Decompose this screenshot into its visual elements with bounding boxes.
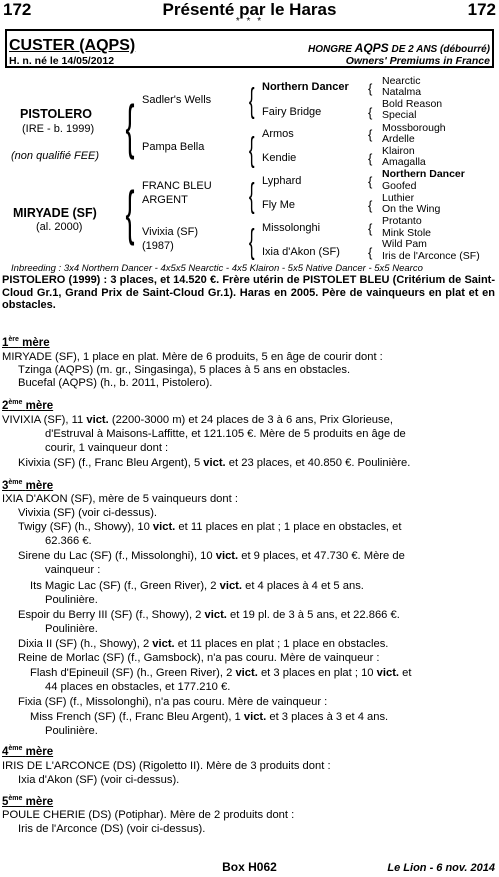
dam-sire-line2: ARGENT [142, 194, 188, 206]
sex-suffix: DE 2 ANS (débourré) [391, 44, 490, 55]
produce-line-cont: 44 places en obstacles, et 177.210 €. [45, 681, 231, 693]
gen4-8: Amagalla [382, 156, 426, 168]
gen4-5: Mossborough [382, 122, 446, 134]
bracket: { [248, 131, 255, 169]
sire-note: (non qualifié FEE) [11, 150, 100, 162]
produce-line: Bucefal (AQPS) (h., b. 2011, Pistolero). [18, 377, 213, 389]
dam-info: (al. 2000) [36, 221, 83, 233]
dam-dam: Vivixia (SF) [142, 226, 199, 238]
horse-sex-age [308, 41, 490, 55]
gen4-13: Protanto [382, 215, 422, 227]
lot-number-left: 172 [3, 0, 32, 19]
section-fourth-dam: 4ème mère [2, 745, 54, 758]
bracket: { [248, 177, 255, 215]
gen4-16: Iris de l'Arconce (SF) [382, 250, 480, 262]
victories-token: vict. [243, 711, 267, 723]
owners-premium: Owners' Premiums in France [345, 55, 490, 67]
bracket: { [368, 127, 373, 142]
victories-token: vict. [219, 580, 242, 592]
birth-info: H. n. né le 14/05/2012 [9, 55, 115, 67]
bracket: { [248, 223, 255, 261]
section-third-dam: 3ème mère [2, 479, 54, 492]
produce-line-cont: Poulinière. [45, 623, 98, 635]
produce-line-cont: Poulinière. [45, 725, 98, 737]
bracket: { [125, 93, 135, 160]
dam-line-cont: courir, 1 vainqueur dont : [45, 442, 169, 454]
produce-line: Miss French (SF) (f., Franc Bleu Argent), 1 vict. et 3 places à 3 et 4 ans. [30, 711, 389, 723]
header-stars: * * * [235, 16, 264, 27]
sire-name: PISTOLERO [20, 107, 93, 121]
produce-line: Ixia d'Akon (SF) (voir ci-dessus). [18, 774, 180, 786]
produce-line: Tzinga (AQPS) (m. gr., Singasinga), 5 places à 5 ans en obstacles. [18, 364, 351, 376]
section-first-dam: 1ère mère [2, 336, 50, 349]
gen3-5: Lyphard [262, 175, 302, 187]
dam-dam-year: (1987) [142, 240, 174, 252]
gen4-1: Nearctic [382, 75, 421, 87]
bracket: { [368, 151, 373, 166]
sire-sire: Sadler's Wells [142, 94, 212, 106]
produce-line-cont: 62.366 €. [45, 535, 92, 547]
produce-line: Sirene du Lac (SF) (f., Missolonghi), 10 vict. et 9 places, et 47.730 €. Mère de [18, 550, 405, 562]
bracket: { [368, 245, 373, 260]
bracket: { [368, 221, 373, 236]
dam-line: POULE CHERIE (DS) (Potiphar). Mère de 2 produits dont : [2, 809, 295, 821]
gen4-14: Mink Stole [382, 227, 432, 239]
produce-line: Flash d'Epineuil (SF) (h., Green River), 2 vict. et 3 places en plat ; 10 vict. et [30, 667, 412, 679]
gen4-9: Northern Dancer [382, 168, 465, 180]
gen3-1: Northern Dancer [262, 81, 349, 93]
gen4-6: Ardelle [382, 133, 415, 145]
horse-name: CUSTER (AQPS) [9, 37, 136, 54]
breed: AQPS [354, 41, 389, 55]
gen3-8: Ixia d'Akon (SF) [262, 246, 340, 258]
bracket: { [368, 198, 373, 213]
produce-line: Espoir du Berry III (SF) (f., Showy), 2 vict. et 19 pl. de 3 à 5 ans, et 22.866 €. [18, 609, 400, 621]
inbreeding-line: Inbreeding : 3x4 Northern Dancer - 4x5x5 Nearctic - 4x5 Klairon - 5x5 Native Dancer - 5x5 Nearco [11, 263, 423, 274]
box-number: Box H062 [222, 860, 277, 874]
gen4-11: Luthier [382, 192, 415, 204]
sire-paragraph: PISTOLERO (1999) : 3 places, et 14.520 €. Frère utérin de PISTOLET BLEU (Critérium de Saint-Cloud Gr.1, Grand Prix de Saint-Cloud Gr.1). Haras en 2005. Père de vainqueurs en plat et en obstacles. [2, 274, 495, 311]
produce-line: Reine de Morlac (SF) (f., Gamsbock), n'a pas couru. Mère de vainqueur : [18, 652, 380, 664]
produce-line: Its Magic Lac (SF) (f., Green River), 2 vict. et 4 places à 4 et 5 ans. [30, 580, 364, 592]
dam-sire-line1: FRANC BLEU [142, 180, 212, 192]
produce-line-cont: Poulinière. [45, 594, 98, 606]
gen4-2: Natalma [382, 86, 422, 98]
consignor-title: Présenté par le Haras [162, 0, 337, 19]
dam-line: MIRYADE (SF), 1 place en plat. Mère de 6 produits, 5 en âge de courir dont : [2, 351, 383, 363]
gen4-4: Special [382, 109, 417, 121]
produce-line: Vivixia (SF) (voir ci-dessus). [18, 507, 158, 519]
section-second-dam: 2ème mère [2, 399, 54, 412]
lot-number-right: 172 [467, 0, 496, 19]
bracket: { [368, 174, 373, 189]
bracket: { [368, 81, 373, 96]
produce-line-cont: vainqueur : [45, 564, 101, 576]
victories-token: vict. [203, 457, 226, 469]
gen4-15: Wild Pam [382, 238, 427, 250]
gen4-3: Bold Reason [382, 98, 443, 110]
produce-line: Kivixia (SF) (f., Franc Bleu Argent), 5 vict. et 23 places, et 40.850 €. Poulinière. [18, 457, 411, 469]
bracket: { [248, 82, 255, 120]
sex-prefix: HONGRE [307, 44, 352, 55]
victories-token: vict. [152, 521, 176, 533]
section-fifth-dam: 5ème mère [2, 795, 54, 808]
dam-line: IXIA D'AKON (SF), mère de 5 vainqueurs dont : [2, 493, 238, 505]
gen3-6: Fly Me [262, 199, 295, 211]
dam-line-cont: d'Estruval à Maisons-Laffitte, et 121.105 €. Mère de 5 produits en âge de [45, 428, 406, 440]
victories-token: vict. [86, 414, 109, 426]
victories-token: vict. [204, 609, 227, 621]
sire-info: (IRE - b. 1999) [22, 123, 95, 135]
dam-line: IRIS DE L'ARCONCE (DS) (Rigoletto II). Mère de 3 produits dont : [2, 760, 331, 772]
sire-dam: Pampa Bella [142, 141, 205, 153]
gen3-7: Missolonghi [262, 222, 321, 234]
dam-line: VIVIXIA (SF), 11 vict. (2200-3000 m) et 24 places de 3 à 6 ans, Prix Glorieuse, [2, 414, 393, 426]
gen4-7: Klairon [382, 145, 415, 157]
produce-line: Iris de l'Arconce (DS) (voir ci-dessus). [18, 823, 206, 835]
victories-token: vict. [376, 667, 400, 679]
bracket: { [368, 105, 373, 120]
produce-line: Twigy (SF) (h., Showy), 10 vict. et 11 places en plat ; 1 place en obstacles, et [18, 521, 402, 533]
gen4-10: Goofed [382, 180, 417, 192]
bracket: { [125, 179, 135, 246]
gen3-3: Armos [262, 128, 294, 140]
victories-token: vict. [235, 667, 258, 679]
dam-name: MIRYADE (SF) [13, 206, 97, 220]
produce-line: Fixia (SF) (f., Missolonghi), n'a pas couru. Mère de vainqueur : [18, 696, 328, 708]
produce-line: Dixia II (SF) (h., Showy), 2 vict. et 11 places en plat ; 1 place en obstacles. [18, 638, 389, 650]
victories-token: vict. [152, 638, 175, 650]
gen4-12: On the Wing [382, 203, 441, 215]
victories-token: vict. [215, 550, 239, 562]
gen3-2: Fairy Bridge [262, 106, 322, 118]
sale-event: Le Lion - 6 nov. 2014 [387, 862, 495, 874]
gen3-4: Kendie [262, 152, 297, 164]
